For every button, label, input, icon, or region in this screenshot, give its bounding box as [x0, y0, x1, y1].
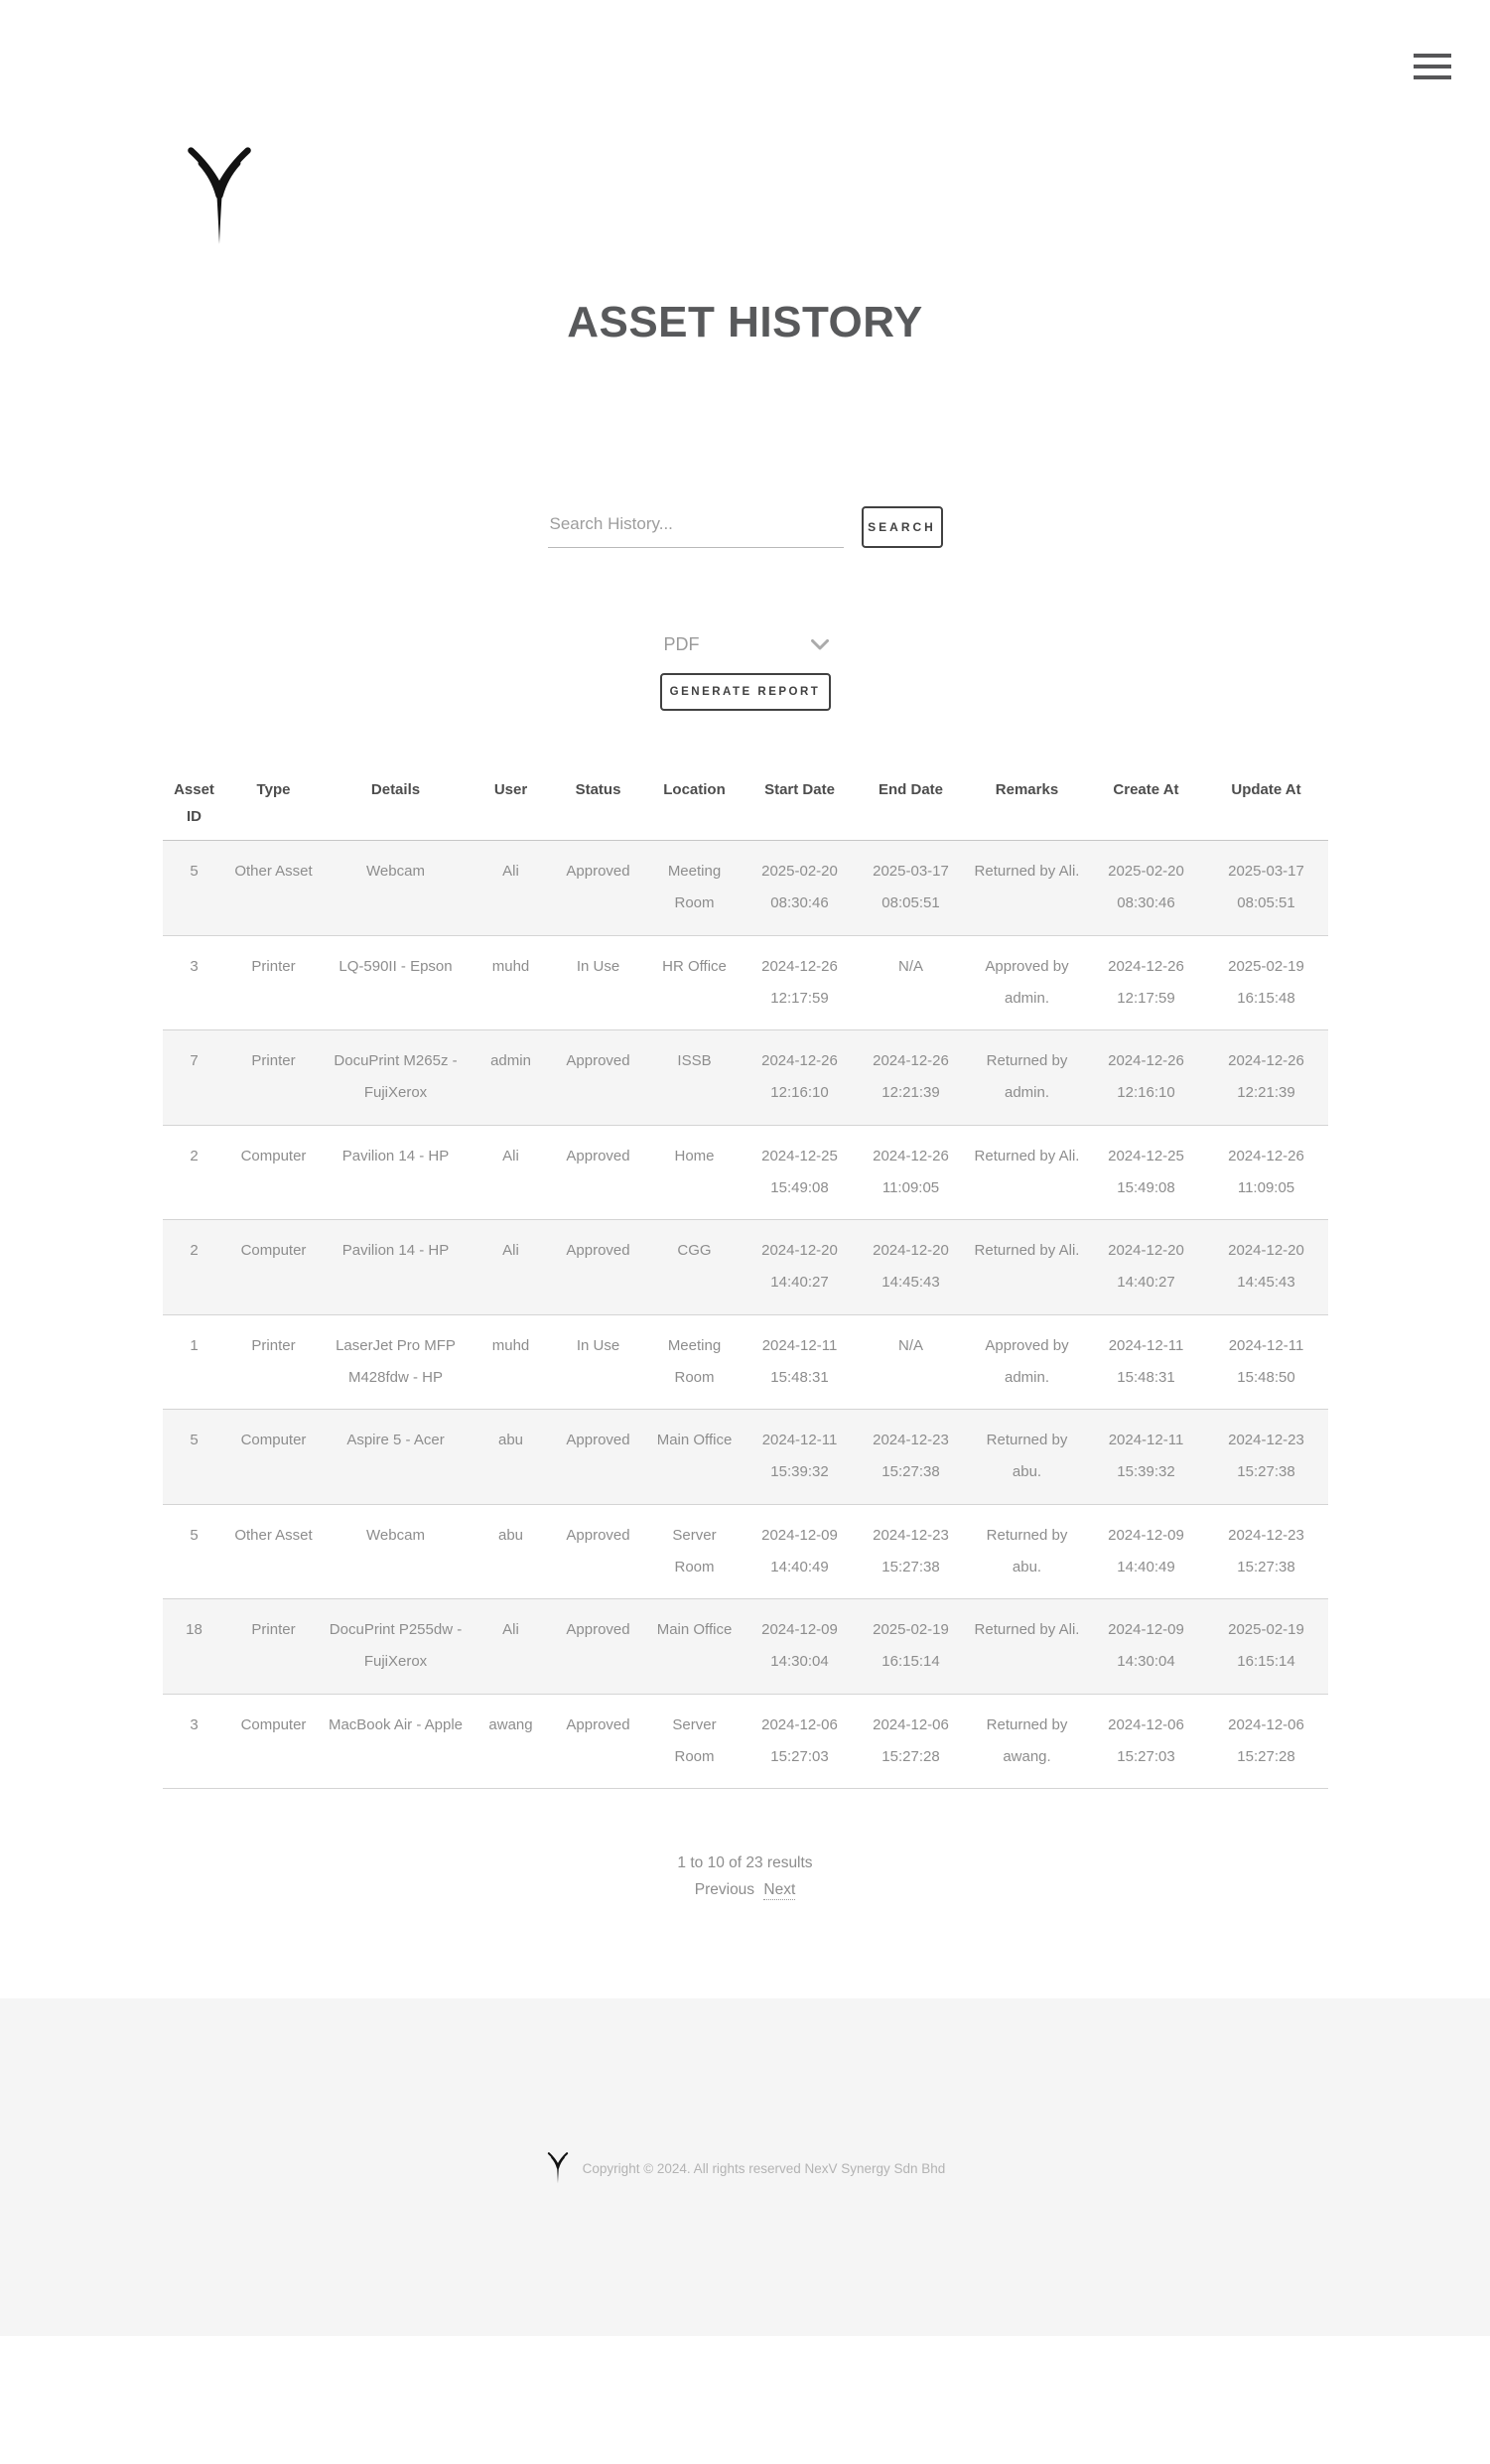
- table-row: [163, 1030, 1328, 1126]
- table-cell: 2024-12-25 15:49:08: [1108, 1147, 1184, 1196]
- table-cell: 2024-12-06 15:27:03: [1108, 1715, 1184, 1765]
- brand-logo: [174, 147, 265, 246]
- table-cell: Approved: [566, 863, 630, 880]
- table-cell: 2025-02-19 16:15:48: [1228, 957, 1304, 1007]
- table-cell: Returned by admin.: [986, 1052, 1068, 1102]
- table-cell: Returned by abu.: [986, 1432, 1068, 1481]
- footer: [0, 1998, 1490, 2336]
- table-cell: 2025-03-17 08:05:51: [873, 863, 949, 912]
- table-row: [163, 935, 1328, 1030]
- table-cell: admin: [490, 1052, 531, 1069]
- table-cell: 2024-12-09 14:30:04: [761, 1621, 838, 1671]
- column-header: Status: [552, 768, 645, 841]
- table-cell: muhd: [491, 1336, 530, 1354]
- table-cell: 2024-12-06 15:27:28: [873, 1715, 949, 1765]
- table-cell: 2024-12-11 15:48:50: [1228, 1336, 1304, 1386]
- table-cell: Ali: [502, 1147, 519, 1164]
- footer-logo-icon: [545, 2152, 571, 2184]
- column-header: Details: [322, 768, 471, 841]
- table-cell: 5: [190, 1432, 199, 1448]
- table-cell: 2024-12-26 12:17:59: [1108, 957, 1184, 1007]
- table-cell: awang: [488, 1715, 533, 1733]
- table-cell: Approved: [566, 1715, 630, 1733]
- report-format-value: PDF: [663, 633, 700, 654]
- table-cell: In Use: [576, 957, 620, 975]
- table-cell: 2025-02-20 08:30:46: [761, 863, 838, 912]
- table-cell: 7: [190, 1052, 199, 1069]
- table-row: [163, 1125, 1328, 1220]
- table-cell: 2024-12-26 12:21:39: [1228, 1052, 1304, 1102]
- table-cell: 2024-12-26 12:16:10: [1108, 1052, 1184, 1102]
- table-cell: Aspire 5 - Acer: [346, 1432, 445, 1448]
- table-cell: 2024-12-23 15:27:38: [1228, 1432, 1304, 1481]
- column-header: End Date: [856, 768, 967, 841]
- table-cell: 2024-12-20 14:45:43: [1228, 1242, 1304, 1292]
- table-cell: Main Office: [656, 1621, 733, 1638]
- table-cell: 3: [190, 1715, 199, 1733]
- table-cell: Computer: [240, 1715, 307, 1733]
- table-cell: 2024-12-26 12:21:39: [873, 1052, 949, 1102]
- table-header-row: [163, 768, 1328, 841]
- page-title: ASSET HISTORY: [567, 298, 923, 346]
- table-cell: Other Asset: [234, 863, 313, 880]
- next-link[interactable]: Next: [763, 1881, 796, 1898]
- table-cell: 2024-12-11 15:48:31: [761, 1336, 838, 1386]
- table-cell: 2024-12-26 11:09:05: [1228, 1147, 1304, 1196]
- generate-report-button[interactable]: GENERATE REPORT: [660, 673, 831, 711]
- pagination: [0, 1854, 1490, 1899]
- search-section: [0, 506, 1490, 548]
- table-cell: 2024-12-11 15:39:32: [1108, 1432, 1184, 1481]
- table-cell: Approved: [566, 1242, 630, 1259]
- table-cell: Approved: [566, 1147, 630, 1164]
- table-cell: HR Office: [662, 957, 727, 975]
- table-cell: 2024-12-09 14:40:49: [1108, 1526, 1184, 1575]
- table-cell: Returned by Ali.: [974, 1147, 1080, 1164]
- table-cell: 18: [186, 1621, 203, 1638]
- table-cell: Printer: [251, 1052, 296, 1069]
- table-row: [163, 1314, 1328, 1410]
- table-cell: Meeting Room: [667, 1336, 722, 1386]
- table-cell: Approved by admin.: [985, 1336, 1069, 1386]
- search-input[interactable]: [548, 506, 844, 548]
- table-cell: 2024-12-23 15:27:38: [873, 1526, 949, 1575]
- table-cell: Other Asset: [234, 1526, 313, 1544]
- table-cell: Home: [674, 1147, 715, 1164]
- table-cell: DocuPrint P255dw - FujiXerox: [329, 1621, 463, 1671]
- table-cell: Returned by awang.: [986, 1715, 1068, 1765]
- previous-link[interactable]: Previous: [694, 1881, 755, 1898]
- table-cell: 5: [190, 1526, 199, 1544]
- table-cell: Approved: [566, 1621, 630, 1638]
- table-cell: Returned by Ali.: [974, 1242, 1080, 1259]
- table-cell: 2024-12-09 14:40:49: [761, 1526, 838, 1575]
- table-row: [163, 1599, 1328, 1695]
- table-cell: 2: [190, 1242, 199, 1259]
- table-cell: 2025-03-17 08:05:51: [1228, 863, 1304, 912]
- search-button[interactable]: SEARCH: [862, 506, 943, 548]
- table-row: [163, 1694, 1328, 1789]
- table-cell: 1: [190, 1336, 199, 1354]
- table-cell: Returned by abu.: [986, 1526, 1068, 1575]
- chevron-down-icon: [811, 639, 829, 650]
- table-cell: Returned by Ali.: [974, 1621, 1080, 1638]
- table-cell: 2024-12-06 15:27:28: [1228, 1715, 1304, 1765]
- column-header: Asset ID: [163, 768, 226, 841]
- table-cell: 2024-12-20 14:40:27: [1108, 1242, 1184, 1292]
- table-cell: Printer: [251, 1621, 296, 1638]
- table-cell: Computer: [240, 1432, 307, 1448]
- table-cell: 2024-12-26 12:16:10: [761, 1052, 838, 1102]
- table-cell: 2024-12-25 15:49:08: [761, 1147, 838, 1196]
- table-cell: Main Office: [656, 1432, 733, 1448]
- table-cell: LaserJet Pro MFP M428fdw - HP: [336, 1336, 456, 1386]
- table-cell: abu: [497, 1432, 524, 1448]
- column-header: Location: [645, 768, 745, 841]
- table-cell: 5: [190, 863, 199, 880]
- table-cell: N/A: [897, 957, 923, 975]
- table-cell: 2024-12-20 14:45:43: [873, 1242, 949, 1292]
- table-cell: muhd: [491, 957, 530, 975]
- table-cell: N/A: [897, 1336, 923, 1354]
- table-cell: Returned by Ali.: [974, 863, 1080, 880]
- table-row: [163, 1220, 1328, 1315]
- column-header: Type: [226, 768, 322, 841]
- table-cell: Ali: [502, 863, 519, 880]
- table-cell: Computer: [240, 1242, 307, 1259]
- column-header: User: [471, 768, 552, 841]
- report-format-select[interactable]: [660, 629, 831, 659]
- table-cell: Ali: [502, 1242, 519, 1259]
- table-cell: Approved: [566, 1052, 630, 1069]
- table-cell: ISSB: [677, 1052, 712, 1069]
- table-cell: 2024-12-06 15:27:03: [761, 1715, 838, 1765]
- table-cell: Approved: [566, 1526, 630, 1544]
- table-cell: 3: [190, 957, 199, 975]
- table-cell: 2024-12-26 11:09:05: [873, 1147, 949, 1196]
- table-row: [163, 1504, 1328, 1599]
- table-cell: 2: [190, 1147, 199, 1164]
- table-cell: DocuPrint M265z - FujiXerox: [334, 1052, 458, 1102]
- table-cell: 2024-12-11 15:39:32: [761, 1432, 838, 1481]
- nexv-logo-icon: [174, 147, 265, 246]
- table-cell: 2024-12-09 14:30:04: [1108, 1621, 1184, 1671]
- table-cell: Webcam: [366, 863, 425, 880]
- table-cell: Server Room: [672, 1526, 717, 1575]
- table-cell: Pavilion 14 - HP: [341, 1147, 450, 1164]
- column-header: Create At: [1088, 768, 1205, 841]
- table-cell: In Use: [576, 1336, 620, 1354]
- table-cell: Approved by admin.: [985, 957, 1069, 1007]
- menu-button[interactable]: [1414, 54, 1451, 79]
- table-cell: Approved: [566, 1432, 630, 1448]
- table-cell: Webcam: [366, 1526, 425, 1544]
- history-table: [163, 768, 1328, 1789]
- column-header: Update At: [1205, 768, 1328, 841]
- table-cell: 2024-12-26 12:17:59: [761, 957, 838, 1007]
- table-cell: abu: [497, 1526, 524, 1544]
- table-cell: Meeting Room: [667, 863, 722, 912]
- hamburger-icon: [1414, 54, 1451, 58]
- column-header: Remarks: [967, 768, 1088, 841]
- table-cell: 2024-12-23 15:27:38: [873, 1432, 949, 1481]
- table-cell: Pavilion 14 - HP: [341, 1242, 450, 1259]
- table-cell: Printer: [251, 1336, 296, 1354]
- table-cell: 2025-02-19 16:15:14: [1228, 1621, 1304, 1671]
- table-cell: 2024-12-11 15:48:31: [1108, 1336, 1184, 1386]
- table-cell: Computer: [240, 1147, 307, 1164]
- table-cell: 2024-12-23 15:27:38: [1228, 1526, 1304, 1575]
- column-header: Start Date: [745, 768, 856, 841]
- table-cell: CGG: [677, 1242, 712, 1259]
- table-cell: Printer: [251, 957, 296, 975]
- table-cell: LQ-590II - Epson: [339, 957, 453, 975]
- table-cell: Ali: [502, 1621, 519, 1638]
- copyright-text: Copyright © 2024. All rights reserved NexV Synergy Sdn Bhd: [582, 2160, 946, 2176]
- table-row: [163, 841, 1328, 936]
- table-row: [163, 1410, 1328, 1505]
- table-cell: 2025-02-19 16:15:14: [873, 1621, 949, 1671]
- table-cell: 2025-02-20 08:30:46: [1108, 863, 1184, 912]
- asset-history-table-container: [163, 768, 1328, 1789]
- table-cell: 2024-12-20 14:40:27: [761, 1242, 838, 1292]
- results-summary: 1 to 10 of 23 results: [677, 1854, 813, 1871]
- table-cell: Server Room: [672, 1715, 717, 1765]
- table-cell: MacBook Air - Apple: [328, 1715, 464, 1733]
